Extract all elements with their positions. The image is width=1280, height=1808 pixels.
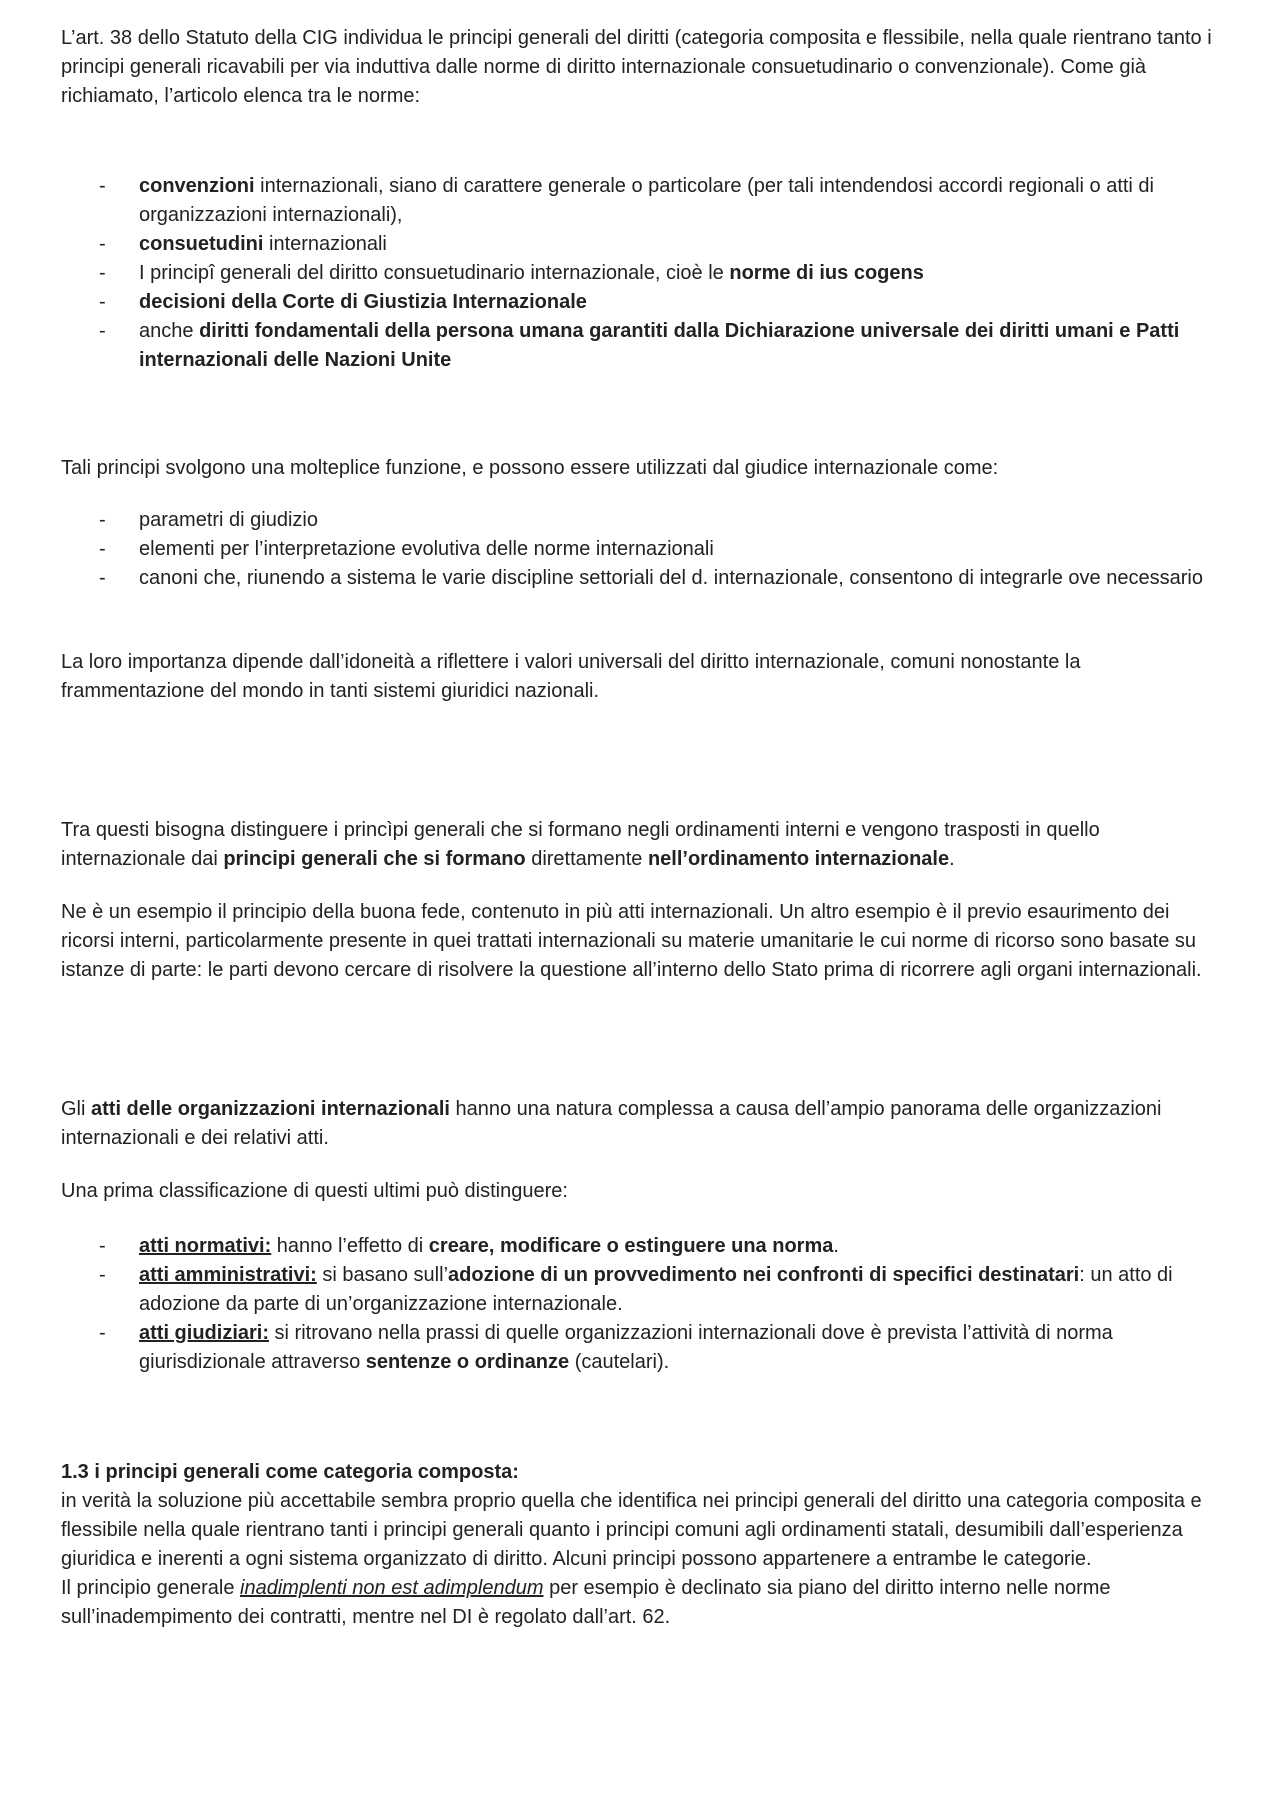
list-dash: -: [99, 509, 106, 531]
list-item: - I principî generali del diritto consuetudinario internazionale, cioè le norme di ius cogens: [0, 259, 1280, 288]
list-dash: -: [99, 262, 106, 284]
list-item: - anche diritti fondamentali della persona umana garantiti dalla Dichiarazione universale dei diritti umani e Patti internazionali delle Nazioni Unite: [0, 317, 1280, 375]
functions-list: [0, 506, 1280, 593]
org-acts-paragraph: Gli atti delle organizzazioni internazionali hanno una natura complessa a causa dell’ampio panorama delle organizzazioni internazionali e dei relativi atti.: [61, 1098, 1162, 1149]
intro-paragraph: L’art. 38 dello Statuto della CIG individua le principi generali del diritti (categoria composita e flessibile, nella quale rientrano tanto i principi generali ricavabili per via induttiva dalle norme di diritto internazionale consuetudinario o convenzionale). Come già richiamato, l’articolo elenca tra le norme:: [61, 27, 1212, 107]
list-item: - atti giudiziari: si ritrovano nella prassi di quelle organizzazioni internazionali dove è prevista l’attività di norma giurisdizionale attraverso sentenze o ordinanze (cautelari).: [0, 1319, 1280, 1377]
section-heading: 1.3 i principi generali come categoria composta:: [61, 1461, 519, 1483]
list-dash: -: [99, 175, 106, 197]
list-dash: -: [99, 1322, 106, 1344]
list-dash: -: [99, 1235, 106, 1257]
list-item: - decisioni della Corte di Giustizia Internazionale: [0, 288, 1280, 317]
importance-paragraph: La loro importanza dipende dall’idoneità a riflettere i valori universali del diritto internazionale, comuni nonostante la frammentazione del mondo in tanti sistemi giuridici nazionali.: [61, 651, 1081, 702]
list-item: - canoni che, riunendo a sistema le varie discipline settoriali del d. internazionale, consentono di integrarle ove necessario: [0, 564, 1280, 593]
sources-list: [0, 172, 1280, 375]
list-dash: -: [99, 291, 106, 313]
list-dash: -: [99, 320, 106, 342]
distinction-paragraph: Tra questi bisogna distinguere i princìpi generali che si formano negli ordinamenti interni e vengono trasposti in quello internazionale dai principi generali che si formano direttamente nell’ordinamento internazionale.: [61, 819, 1100, 870]
list-dash: -: [99, 233, 106, 255]
section-1-3: 1.3 i principi generali come categoria composta: in verità la soluzione più accettabile sembra proprio quella che identifica nei principi generali del diritto una categoria composita e flessibile nella quale rientrano tanti i principi generali quanto i principi comuni agli ordinamenti statali, desumibili dall’esperienza giuridica e inerenti a ogni sistema organizzato di diritto. Alcuni principi possono appartenere a entrambe le categorie. Il principio generale inadimplenti non est adimplendum per esempio è declinato sia piano del diritto interno nelle norme sull’inadempimento dei contratti, mentre nel DI è regolato dall’art. 62.: [61, 1461, 1202, 1628]
list-dash: -: [99, 1264, 106, 1286]
functions-paragraph: Tali principi svolgono una molteplice funzione, e possono essere utilizzati dal giudice internazionale come:: [61, 457, 999, 479]
list-item: - convenzioni internazionali, siano di carattere generale o particolare (per tali intendendosi accordi regionali o atti di organizzazioni internazionali),: [0, 172, 1280, 230]
list-item: - elementi per l’interpretazione evolutiva delle norme internazionali: [0, 535, 1280, 564]
example-paragraph: Ne è un esempio il principio della buona fede, contenuto in più atti internazionali. Un altro esempio è il previo esaurimento dei ricorsi interni, particolarmente presente in quei trattati internazionali su materie umanitarie le cui norme di ricorso sono basate su istanze di parte: le parti devono cercare di risolvere la questione all’interno dello Stato prima di ricorrere agli organi internazionali.: [61, 901, 1202, 981]
classification-paragraph: Una prima classificazione di questi ultimi può distinguere:: [61, 1180, 568, 1202]
list-item: - atti amministrativi: si basano sull’adozione di un provvedimento nei confronti di specifici destinatari: un atto di adozione da parte di un’organizzazione internazionale.: [0, 1261, 1280, 1319]
list-item: - consuetudini internazionali: [0, 230, 1280, 259]
list-dash: -: [99, 538, 106, 560]
list-dash: -: [99, 567, 106, 589]
list-item: - parametri di giudizio: [0, 506, 1280, 535]
list-item: - atti normativi: hanno l’effetto di creare, modificare o estinguere una norma.: [0, 1232, 1280, 1261]
acts-list: [0, 1232, 1280, 1377]
